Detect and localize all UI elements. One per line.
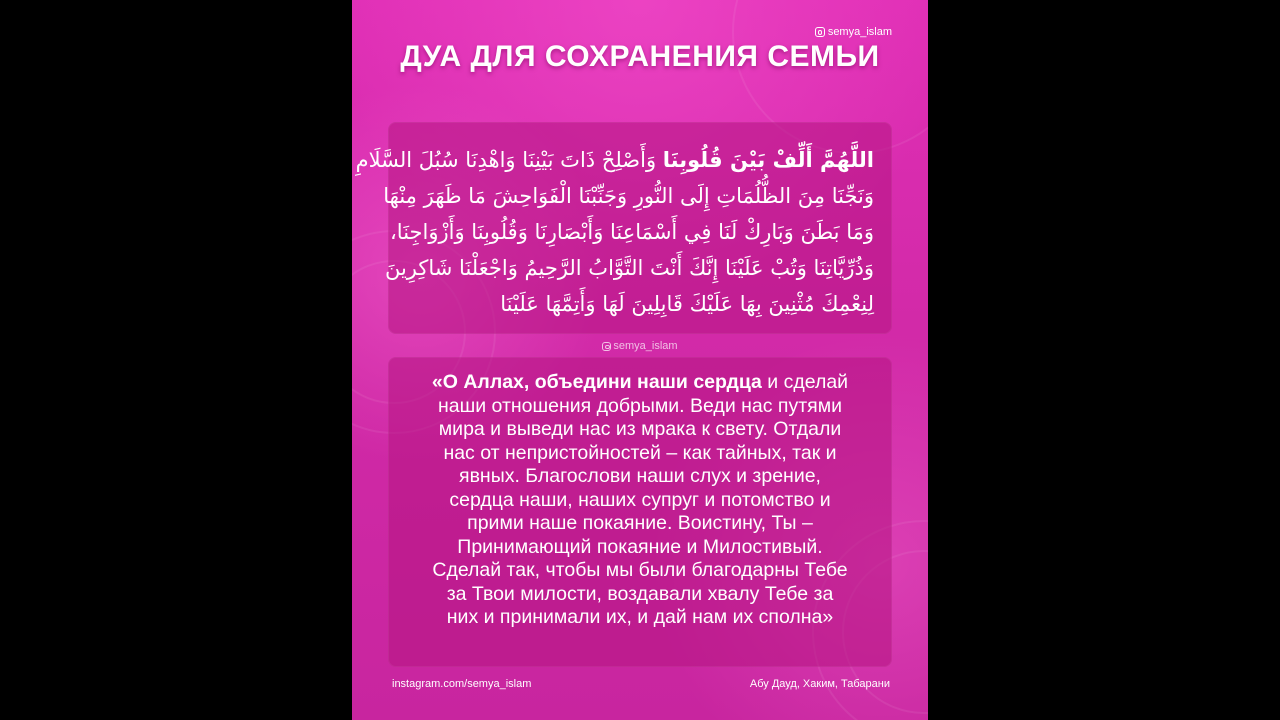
arabic-line: وَذُرِّيَّاتِنَا وَتُبْ عَلَيْنَا إِنَّكَ أَنْتَ التَّوَّابُ الرَّحِيمُ وَاجْعَلْنَا شَاكِرِينَ [384,256,874,280]
arabic-dua-card [355,122,892,334]
arabic-line [355,142,874,178]
arabic-line: وَمَا بَطَنَ وَبَارِكْ لَنَا فِي أَسْمَاعِنَا وَأَبْصَارِنَا وَقُلُوبِنَا وَأَزْوَاجِنَا، [390,220,874,244]
arabic-text [355,142,874,322]
arabic-line: وَنَجِّنَا مِنَ الظُّلُمَاتِ إِلَى النُّورِ وَجَنِّبْنَا الْفَوَاحِشَ مَا ظَهَرَ مِنْهَا [383,184,874,208]
translation-line: нас от непристойностей – как тайных, так и [443,441,837,464]
instagram-link[interactable]: instagram.com/semya_islam [392,678,532,690]
translation-line-rest: и сделай [761,371,849,393]
instagram-handle-mid [352,340,928,352]
translation-line-bold: «О Аллах, объедини наши сердца [431,371,762,393]
page-title: ДУА ДЛЯ СОХРАНЕНИЯ СЕМЬИ [400,40,880,73]
translation-line: наши отношения добрыми. Веди нас путями [437,394,843,417]
instagram-icon [815,27,825,37]
arabic-line-rest: وَأَصْلِحْ ذَاتَ بَيْنِنَا وَاهْدِنَا سُبُلَ السَّلَامِ [355,148,663,172]
instagram-handle-top[interactable] [815,26,892,38]
translation-line: прими наше покаяние. Воистину, Ты – [467,512,813,534]
translation-line: Принимающий покаяние и Милостивый. [457,535,823,558]
handle-text: semya_islam [827,26,892,38]
handle-text: semya_islam [613,340,678,352]
arabic-line: لِنِعْمِكَ مُثْنِينَ بِهَا عَلَيْكَ قَابِلِينَ لَهَا وَأَتِمَّهَا عَلَيْنَا [500,292,874,316]
translation-line: Сделай так, чтобы мы были благодарны Тебе [432,559,848,581]
instagram-icon [602,342,611,351]
dua-poster [352,0,928,720]
translation-line: сердца наши, наших супруг и потомство и [449,488,831,511]
translation-line: них и принимали их, и дай нам их сполна» [446,606,834,628]
translation-line: за Твои милости, воздавали хвалу Тебе за [446,582,834,605]
translation-line: мира и выведи нас из мрака к свету. Отдали [438,418,842,440]
translation-card [388,357,892,667]
translation-line: явных. Благослови наши слух и зрение, [459,465,821,487]
hadith-source: Абу Дауд, Хаким, Табарани [749,678,890,690]
translation-text [398,371,882,630]
translation-line [398,371,882,395]
arabic-line-bold: اللَّهُمَّ أَلِّفْ بَيْنَ قُلُوبِنَا [662,148,874,172]
